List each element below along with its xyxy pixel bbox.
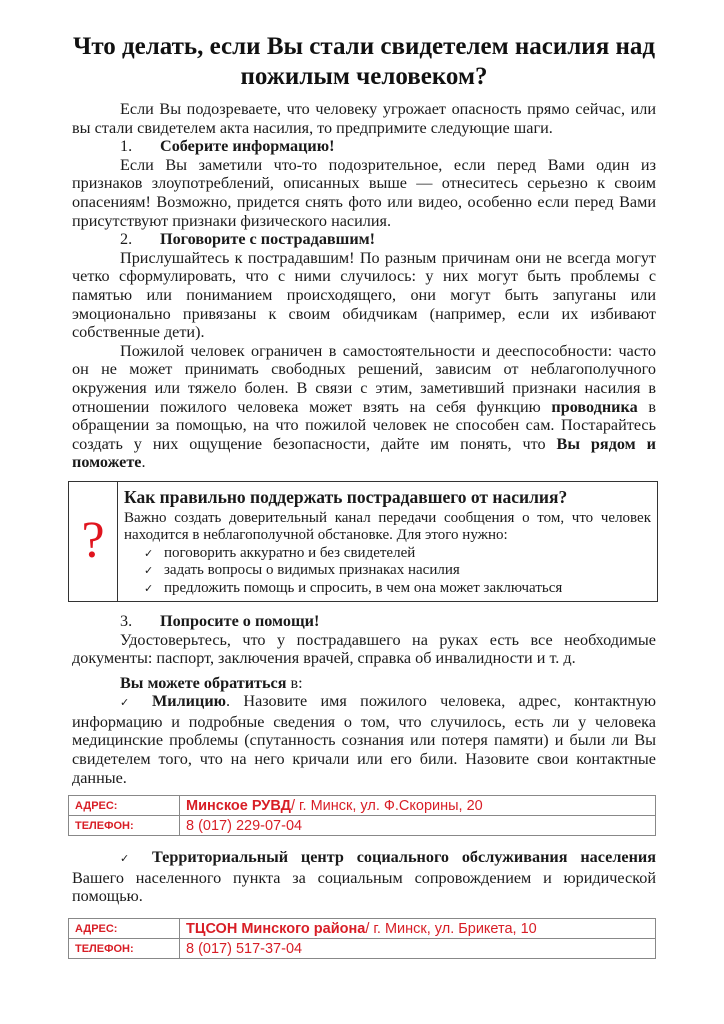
step-3-paragraph: Удостоверьтесь, что у пострадавшего на руках есть все необходимые документы: паспорт, заключения врачей, справка об инвалидности и т. д. xyxy=(72,630,656,668)
emphasis-we-help: Вы рядом и поможете xyxy=(72,434,656,472)
org-police-paragraph xyxy=(72,692,656,787)
support-callout-box xyxy=(68,481,658,602)
org-name: Территориальный центр социального обслуживания населения xyxy=(152,848,656,867)
org-description: . Назовите имя пожилого человека, адрес, контактную информацию и подробные сведения о том, что случилось, есть ли у человека медицинские проблемы (спутанность сознания или потеря памяти) и были ли Вы свидетелем того, что на него кричали или его били. Назовите свои контактные данные. xyxy=(72,692,656,787)
org-address-name: ТЦСОН Минского района xyxy=(186,920,366,937)
address-row xyxy=(69,796,656,816)
step-number: 1. xyxy=(120,137,133,156)
step-title: Поговорите с пострадавшим! xyxy=(160,230,376,249)
text-span: в обращении за помощью, на что пожилой человек не способен сам. Постарайтесь создать у них ощущение безопасности, дайте им понять, что xyxy=(72,397,656,453)
phone-label: ТЕЛЕФОН: xyxy=(69,939,180,959)
list-item-text: задать вопросы о видимых признаках насилия xyxy=(164,562,460,579)
intro-paragraph: Если Вы подозреваете, что человеку угрожает опасность прямо сейчас, или вы стали свидетелем акта насилия, то предпримите следующие шаги. xyxy=(72,100,656,137)
contact-intro xyxy=(72,674,656,693)
text-span: . xyxy=(141,453,146,472)
org-address: / г. Минск, ул. Брикета, 10 xyxy=(365,920,537,937)
step-1-heading xyxy=(72,137,656,156)
org-name: Милицию xyxy=(152,692,227,711)
list-item-text: поговорить аккуратно и без свидетелей xyxy=(164,544,416,561)
step-2-heading xyxy=(72,230,656,249)
address-row xyxy=(69,919,656,939)
question-mark-icon: ? xyxy=(81,512,105,570)
list-item xyxy=(144,580,651,597)
org-social-center-paragraph xyxy=(72,848,656,906)
police-contact-table xyxy=(68,795,656,836)
step-2-paragraph-2 xyxy=(72,342,656,472)
step-1-paragraph: Если Вы заметили что-то подозрительное, если перед Вами один из признаков злоупотреблений, описанных выше — отнеситесь серьезно к своим опасениям! Возможно, придется снять фото или видео, особенно если перед Вами присутствуют признаки физического насилия. xyxy=(72,155,656,230)
list-item-text: предложить помощь и спросить, в чем она может заключаться xyxy=(164,579,563,596)
phone-label: ТЕЛЕФОН: xyxy=(69,816,180,836)
list-item xyxy=(144,545,651,562)
check-icon: ✓ xyxy=(120,852,130,866)
check-icon: ✓ xyxy=(144,546,154,560)
step-3-heading xyxy=(72,612,656,631)
check-icon: ✓ xyxy=(144,581,154,595)
check-icon: ✓ xyxy=(120,696,130,710)
phone-row xyxy=(69,816,656,836)
step-title: Попросите о помощи! xyxy=(160,611,320,630)
question-cell xyxy=(69,482,118,601)
org-address-name: Минское РУВД xyxy=(186,797,291,814)
callout-text: Важно создать доверительный канал передачи сообщения о том, что человек находится в неблагополучной обстановке. Для этого нужно: xyxy=(124,509,651,544)
callout-content xyxy=(118,482,657,601)
step-title: Соберите информацию! xyxy=(160,137,335,156)
emphasis-conductor: проводника xyxy=(551,397,638,416)
phone-row xyxy=(69,939,656,959)
list-item xyxy=(144,562,651,579)
address-value xyxy=(180,796,656,816)
check-icon: ✓ xyxy=(144,564,154,578)
text-span: в: xyxy=(286,673,303,692)
social-center-contact-table xyxy=(68,918,656,959)
callout-title: Как правильно поддержать пострадавшего от насилия? xyxy=(124,486,568,507)
page-title: Что делать, если Вы стали свидетелем насилия над пожилым человеком? xyxy=(72,33,656,90)
step-2-paragraph-1: Прислушайтесь к пострадавшим! По разным причинам они не всегда могут четко сформулировать, что с ними случилось: у них могут быть проблемы с памятью или пониманием происходящего, они могут быть запуганы или эмоционально привязаны к своим обидчикам (например, если их избивают собственные дети). xyxy=(72,248,656,342)
address-value xyxy=(180,919,656,939)
callout-list xyxy=(124,545,651,597)
address-label: АДРЕС: xyxy=(69,919,180,939)
org-address: / г. Минск, ул. Ф.Скорины, 20 xyxy=(290,797,483,814)
contact-intro-bold: Вы можете обратиться xyxy=(120,673,287,692)
org-description: Вашего населенного пункта за социальным сопровождением и юридической помощью. xyxy=(72,868,656,906)
phone-value: 8 (017) 517-37-04 xyxy=(180,939,656,959)
document-page xyxy=(72,32,656,967)
text-span: Пожилой человек ограничен в самостоятельности и дееспособности: часто он не может принимать свободных решений, зависим от неблагополучного окружения или тяжело болен. В связи с этим, заметивший признаки насилия в отношении пожилого человека может взять на себя функцию xyxy=(72,341,656,416)
step-number: 3. xyxy=(120,611,133,630)
step-number: 2. xyxy=(120,230,133,249)
address-label: АДРЕС: xyxy=(69,796,180,816)
phone-value: 8 (017) 229-07-04 xyxy=(180,816,656,836)
